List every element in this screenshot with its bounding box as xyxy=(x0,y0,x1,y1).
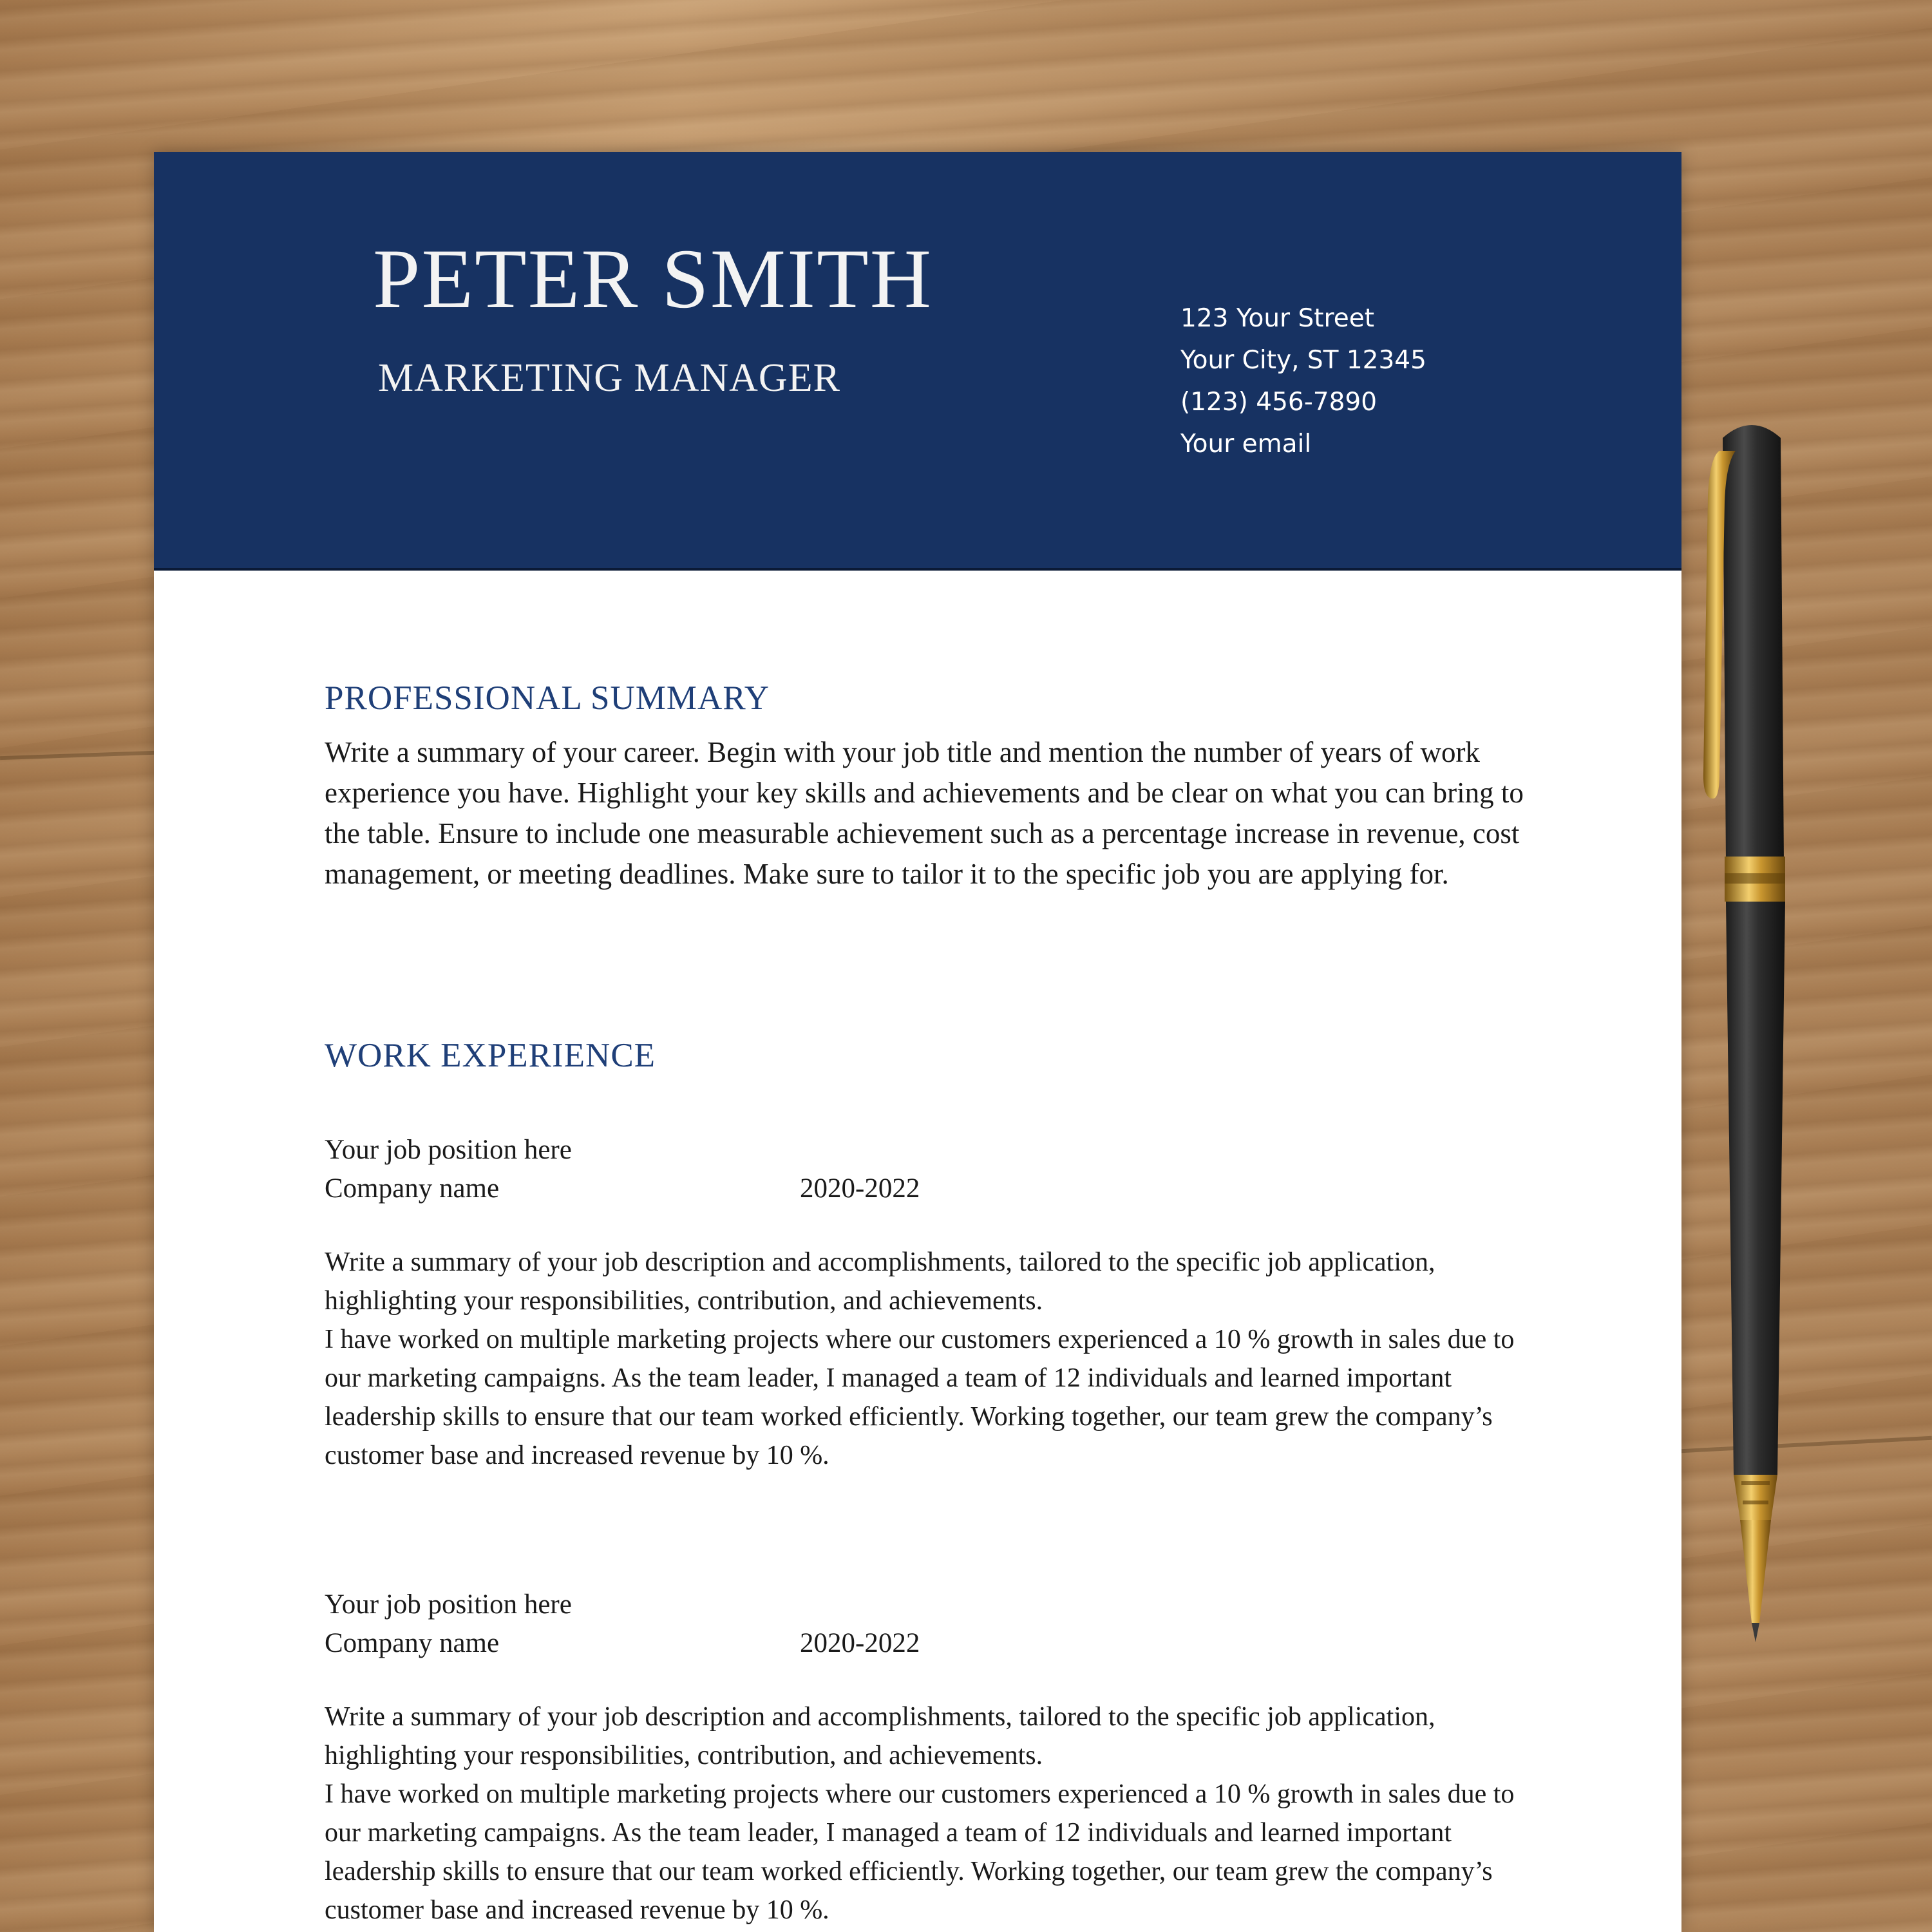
resume-page xyxy=(154,152,1681,1932)
job-company: Company name xyxy=(325,1173,500,1204)
experience-heading: WORK EXPERIENCE xyxy=(325,1037,656,1074)
contact-phone: (123) 456-7890 xyxy=(1180,388,1378,417)
ballpoint-pen-icon xyxy=(1674,412,1842,1687)
candidate-job-title: MARKETING MANAGER xyxy=(378,356,840,400)
job-details: I have worked on multiple marketing projects where our customers experienced a 10 % growth in sales due to our marketing campaigns. As the team leader, I managed a team of 12 individuals and learned important leadership skills to ensure that our team worked efficiently. Working together, our team grew the company’s customer base and increased revenue by 10 %. xyxy=(325,1325,1515,1470)
job-dates: 2020-2022 xyxy=(800,1628,920,1658)
job-description: Write a summary of your job description and accomplishments, tailored to the specific job application, highlighting your responsibilities, contribution, and achievements. xyxy=(325,1247,1435,1316)
contact-block xyxy=(1180,298,1426,465)
candidate-name: PETER SMITH xyxy=(373,231,933,326)
resume-header xyxy=(154,152,1681,571)
job-company: Company name xyxy=(325,1628,500,1658)
summary-heading: PROFESSIONAL SUMMARY xyxy=(325,679,770,717)
job-dates: 2020-2022 xyxy=(800,1173,920,1204)
job-position: Your job position here xyxy=(325,1135,572,1165)
job-details: I have worked on multiple marketing projects where our customers experienced a 10 % growth in sales due to our marketing campaigns. As the team leader, I managed a team of 12 individuals and learned important leadership skills to ensure that our team worked efficiently. Working together, our team grew the company’s customer base and increased revenue by 10 %. xyxy=(325,1779,1515,1925)
job-description: Write a summary of your job description and accomplishments, tailored to the specific job application, highlighting your responsibilities, contribution, and achievements. xyxy=(325,1702,1435,1770)
contact-city: Your City, ST 12345 xyxy=(1180,346,1426,375)
desk-board-seam xyxy=(0,751,155,760)
contact-street: 123 Your Street xyxy=(1180,304,1374,333)
contact-email: Your email xyxy=(1180,430,1312,459)
job-position: Your job position here xyxy=(325,1589,572,1620)
summary-text: Write a summary of your career. Begin with your job title and mention the number of years of work experience you have. Highlight your key skills and achievements and be clear on what you can bring to the table. Ensure to include one measurable achievement such as a percentage increase in revenue, cost management, or meeting deadlines. Make sure to tailor it to the specific job you are applying for. xyxy=(325,736,1524,890)
